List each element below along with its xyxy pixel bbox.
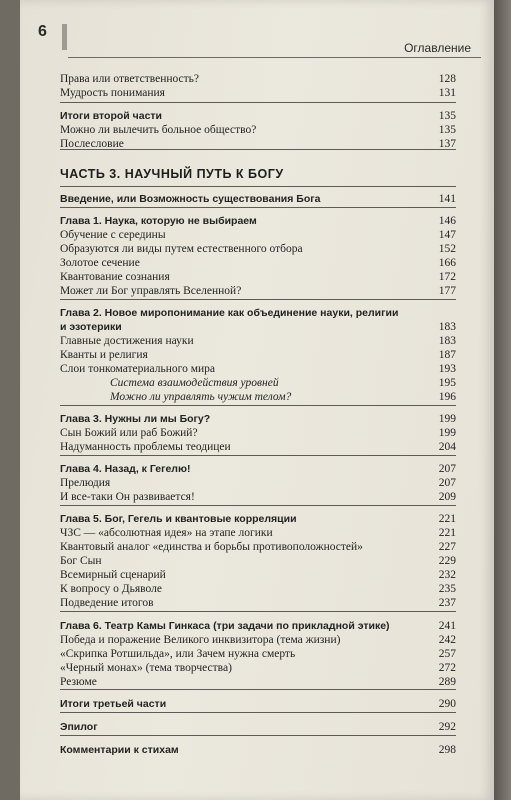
part-heading: ЧАСТЬ 3. НАУЧНЫЙ ПУТЬ К БОГУ xyxy=(60,167,284,181)
toc-page-number: 229 xyxy=(438,555,456,567)
toc-page-number: 227 xyxy=(438,541,456,553)
toc-page-number: 146 xyxy=(438,215,456,227)
toc-page-number: 207 xyxy=(438,463,456,475)
toc-page-number: 242 xyxy=(438,634,456,646)
toc-chapter-row xyxy=(60,413,456,427)
toc-page-number: 183 xyxy=(438,321,456,333)
toc-entry-title: Глава 6. Театр Камы Гинкаса (три задачи по прикладной этике) xyxy=(60,620,390,632)
toc-page-number: 141 xyxy=(438,193,456,205)
toc-separator xyxy=(60,299,456,300)
toc-entry-row xyxy=(60,583,456,597)
toc-entry-row xyxy=(60,491,456,505)
page-number-bar xyxy=(62,24,67,50)
toc-entry-title: Послесловие xyxy=(60,138,124,150)
toc-entry-row xyxy=(60,363,456,377)
toc-entry-title: Система взаимодействия уровней xyxy=(110,377,279,389)
toc-entry-title: Квантовый аналог «единства и борьбы противоположностей» xyxy=(60,541,363,553)
page-number: 6 xyxy=(38,23,47,40)
toc-page-number: 290 xyxy=(438,698,456,710)
toc-entry-title: Всемирный сценарий xyxy=(60,569,166,581)
toc-entry-title: Прелюдия xyxy=(60,477,111,489)
toc-entry-row xyxy=(60,257,456,271)
toc-page-number: 289 xyxy=(438,676,456,688)
toc-entry-row xyxy=(60,676,456,690)
toc-entry-row xyxy=(60,634,456,648)
header-rule xyxy=(68,57,481,58)
toc-entry-row xyxy=(60,662,456,676)
toc-entry-row xyxy=(60,555,456,569)
toc-entry-row xyxy=(60,477,456,491)
toc-entry-row xyxy=(60,73,456,87)
toc-page-number: 298 xyxy=(438,744,456,756)
toc-entry-title: ЧЗС — «абсолютная идея» на этапе логики xyxy=(60,527,273,539)
toc-entry-title: Глава 3. Нужны ли мы Богу? xyxy=(60,413,211,425)
toc-chapter-row xyxy=(60,620,456,634)
toc-entry-row xyxy=(60,243,456,257)
toc-entry-title: Права или ответственность? xyxy=(60,73,200,85)
toc-entry-title: Можно ли вылечить больное общество? xyxy=(60,124,257,136)
toc-entry-title: Итоги третьей части xyxy=(60,698,167,710)
toc-entry-title: «Черный монах» (тема творчества) xyxy=(60,662,232,674)
toc-page-number: 147 xyxy=(438,229,456,241)
toc-entry-title: Резюме xyxy=(60,676,97,688)
toc-entry-title: Главные достижения науки xyxy=(60,335,194,347)
toc-page-number: 183 xyxy=(438,335,456,347)
toc-entry-title: Глава 1. Наука, которую не выбираем xyxy=(60,215,257,227)
toc-page-number: 272 xyxy=(438,662,456,674)
toc-chapter-row xyxy=(60,321,456,335)
toc-entry-title: Обучение с середины xyxy=(60,229,166,241)
toc-page-number: 135 xyxy=(438,110,456,122)
running-header-title: Оглавление xyxy=(404,41,471,55)
toc-entry-row xyxy=(60,391,456,405)
toc-entry-title: Введение, или Возможность существования Бога xyxy=(60,193,321,205)
toc-page-number: 199 xyxy=(438,427,456,439)
toc-chapter-row xyxy=(60,513,456,527)
toc-page-number: 204 xyxy=(438,441,456,453)
toc-entry-row xyxy=(60,87,456,101)
toc-chapter-row xyxy=(60,110,456,124)
toc-entry-row xyxy=(60,541,456,555)
toc-page-number: 257 xyxy=(438,648,456,660)
toc-entry-title: Глава 5. Бог, Гегель и квантовые корреляции xyxy=(60,513,297,525)
toc-page-number: 207 xyxy=(438,477,456,489)
toc-entry-title: Золотое сечение xyxy=(60,257,140,269)
toc-entry-title: И все-таки Он развивается! xyxy=(60,491,195,503)
toc-entry-title: Образуются ли виды путем естественного отбора xyxy=(60,243,303,255)
toc-chapter-row xyxy=(60,721,456,735)
toc-entry-row xyxy=(60,441,456,455)
toc-entry-title: Кванты и религия xyxy=(60,349,148,361)
toc-entry-row xyxy=(60,527,456,541)
toc-page-number: 166 xyxy=(438,257,456,269)
toc-entry-title: Глава 4. Назад, к Гегелю! xyxy=(60,463,191,475)
toc-separator xyxy=(60,505,456,506)
page-edge xyxy=(494,0,511,800)
toc-entry-row xyxy=(60,124,456,138)
toc-page-number: 135 xyxy=(438,124,456,136)
toc-page-number: 177 xyxy=(438,285,456,297)
toc-entry-row xyxy=(60,285,456,299)
toc-entry-title: Может ли Бог управлять Вселенной? xyxy=(60,285,242,297)
toc-entry-title: Мудрость понимания xyxy=(60,87,165,99)
toc-chapter-row xyxy=(60,463,456,477)
toc-entry-title: Можно ли управлять чужим телом? xyxy=(110,391,292,403)
toc-chapter-row xyxy=(60,698,456,712)
toc-entry-title: Глава 2. Новое миропонимание как объединение науки, религии xyxy=(60,307,399,319)
toc-entry-title: Итоги второй части xyxy=(60,110,163,122)
toc-entry-title: Подведение итогов xyxy=(60,597,154,609)
toc-separator xyxy=(60,455,456,456)
toc-page-number: 128 xyxy=(438,73,456,85)
toc-entry-title: Эпилог xyxy=(60,721,98,733)
toc-page-number: 241 xyxy=(438,620,456,632)
toc-separator xyxy=(60,712,456,713)
toc-page-number: 292 xyxy=(438,721,456,733)
toc-entry-title: и эзотерики xyxy=(60,321,122,333)
toc-page-number: 152 xyxy=(438,243,456,255)
toc-entry-row xyxy=(60,377,456,391)
toc-entry-row xyxy=(60,335,456,349)
toc-entry-row xyxy=(60,138,456,152)
toc-page-number: 221 xyxy=(438,513,456,525)
toc-page-number: 172 xyxy=(438,271,456,283)
toc-entry-title: Сын Божий или раб Божий? xyxy=(60,427,198,439)
toc-chapter-row xyxy=(60,193,456,207)
toc-entry-title: Комментарии к стихам xyxy=(60,744,179,756)
toc-entry-title: Слои тонкоматериального мира xyxy=(60,363,215,375)
toc-page-number: 237 xyxy=(438,597,456,609)
toc-page-number: 199 xyxy=(438,413,456,425)
toc-entry-row xyxy=(60,229,456,243)
toc-separator xyxy=(60,735,456,736)
toc-entry-row xyxy=(60,597,456,611)
toc-page-number: 187 xyxy=(438,349,456,361)
toc-chapter-row xyxy=(60,307,456,321)
toc-chapter-row xyxy=(60,744,456,758)
toc-page-number: 137 xyxy=(438,138,456,150)
toc-entry-row xyxy=(60,271,456,285)
toc-page-number: 195 xyxy=(438,377,456,389)
toc-page-number: 232 xyxy=(438,569,456,581)
toc-entry-title: Победа и поражение Великого инквизитора (тема жизни) xyxy=(60,634,341,646)
toc-page-number: 221 xyxy=(438,527,456,539)
toc-entry-row xyxy=(60,349,456,363)
toc-entry-title: Квантование сознания xyxy=(60,271,170,283)
toc-separator xyxy=(60,207,456,208)
toc-separator xyxy=(60,405,456,406)
toc-page-number: 235 xyxy=(438,583,456,595)
toc-page-number: 209 xyxy=(438,491,456,503)
toc-chapter-row xyxy=(60,215,456,229)
toc-entry-title: К вопросу о Дьяволе xyxy=(60,583,162,595)
toc-separator xyxy=(60,186,456,187)
toc-entry-row xyxy=(60,648,456,662)
toc-entry-title: Надуманность проблемы теодицеи xyxy=(60,441,231,453)
toc-entry-row xyxy=(60,569,456,583)
toc-entry-title: «Скрипка Ротшильда», или Зачем нужна смерть xyxy=(60,648,296,660)
toc-entry-title: Бог Сын xyxy=(60,555,102,567)
toc-separator xyxy=(60,102,456,103)
toc-separator xyxy=(60,611,456,612)
toc-entry-row xyxy=(60,427,456,441)
toc-page-number: 193 xyxy=(438,363,456,375)
toc-page-number: 196 xyxy=(438,391,456,403)
toc-page-number: 131 xyxy=(438,87,456,99)
